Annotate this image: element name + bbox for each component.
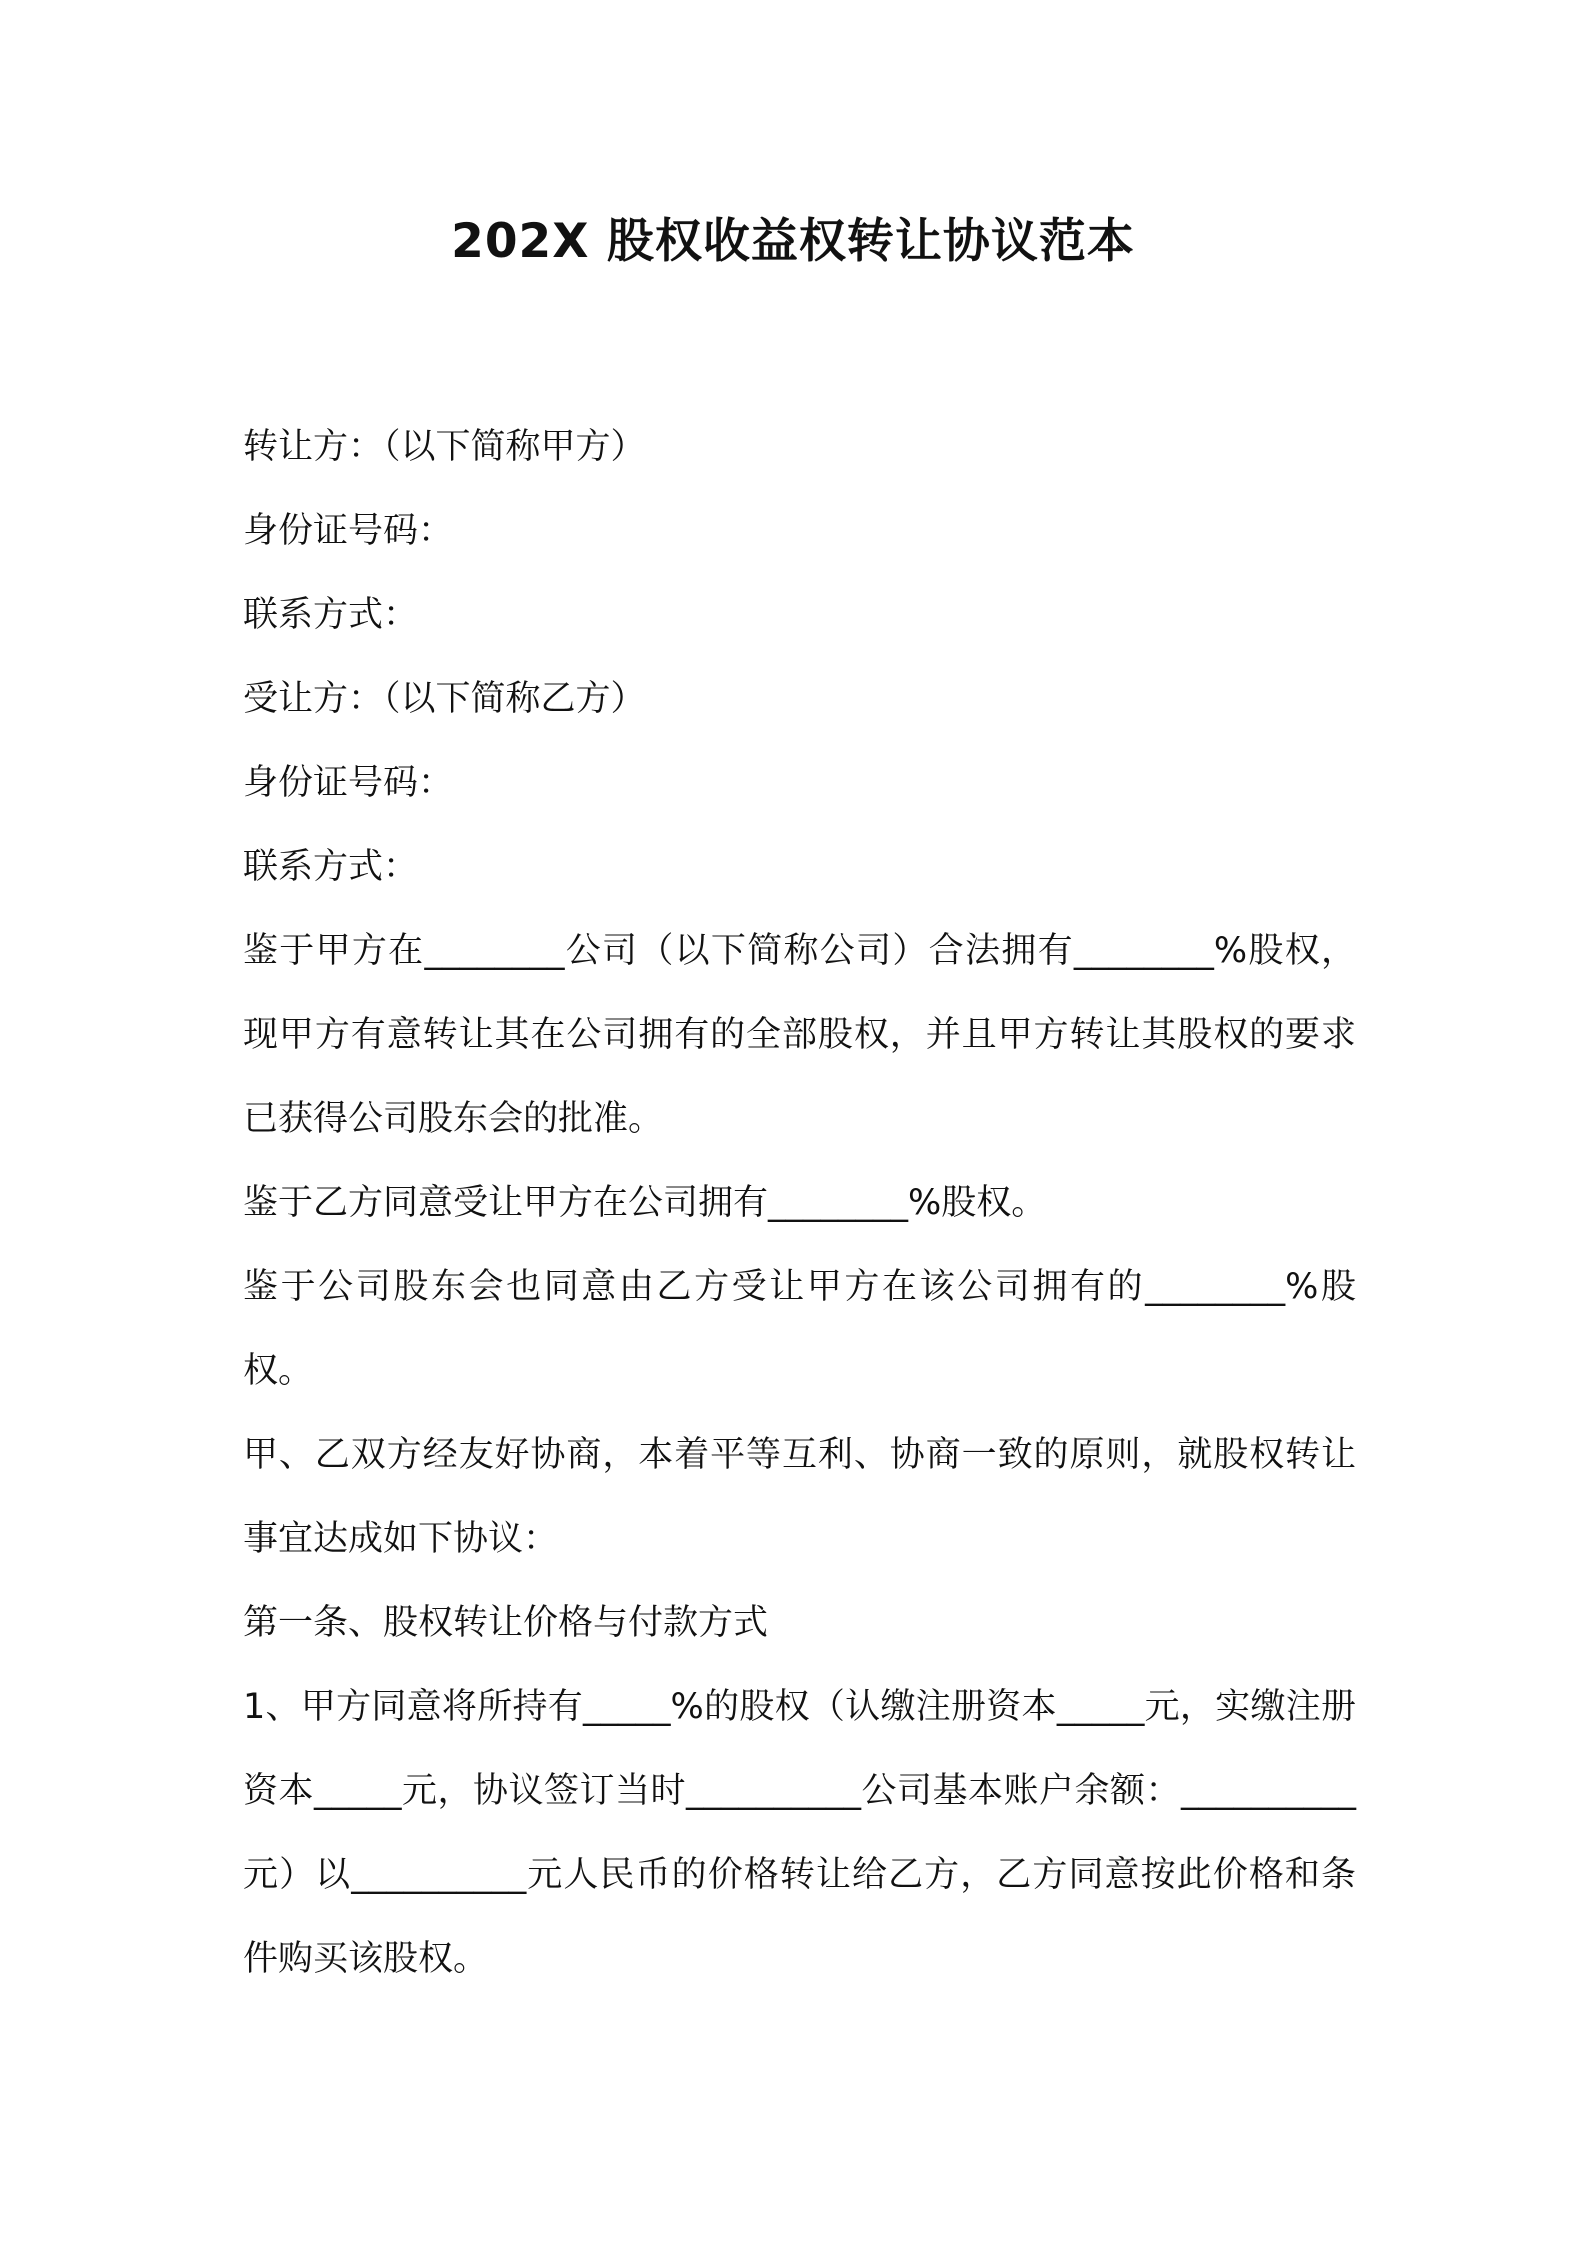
recital-paragraph-2: 鉴于乙方同意受让甲方在公司拥有________%股权。 [243, 1183, 1047, 1223]
agreement-intro-paragraph: 甲、乙双方经友好协商，本着平等互利、协商一致的原则，就股权转让事宜达成如下协议： [243, 1435, 1356, 1559]
transferee-contact-line: 联系方式： [243, 847, 419, 887]
transferee-id-line: 身份证号码： [243, 763, 454, 803]
transferor-id-line: 身份证号码： [243, 511, 454, 551]
article-1-heading: 第一条、股权转让价格与付款方式 [243, 1603, 769, 1643]
article-1-clause-1: 1、甲方同意将所持有_____%的股权（认缴注册资本_____元，实缴注册资本_____元，协议签订当时__________公司基本账户余额：__________元）以__________元人民币的价格转让给乙方，乙方同意按此价格和条件购买该股权。 [243, 1687, 1356, 1979]
recital-paragraph-1: 鉴于甲方在________公司（以下简称公司）合法拥有________%股权，现甲方有意转让其在公司拥有的全部股权，并且甲方转让其股权的要求已获得公司股东会的批准。 [243, 931, 1356, 1139]
transferee-line: 受让方：（以下简称乙方） [243, 679, 646, 719]
recital-paragraph-3: 鉴于公司股东会也同意由乙方受让甲方在该公司拥有的________%股权。 [243, 1267, 1356, 1391]
document-title: 202X 股权收益权转让协议范本 [451, 214, 1135, 269]
transferor-contact-line: 联系方式： [243, 595, 419, 635]
document-body [243, 405, 1356, 2001]
transferor-line: 转让方：（以下简称甲方） [243, 427, 646, 467]
